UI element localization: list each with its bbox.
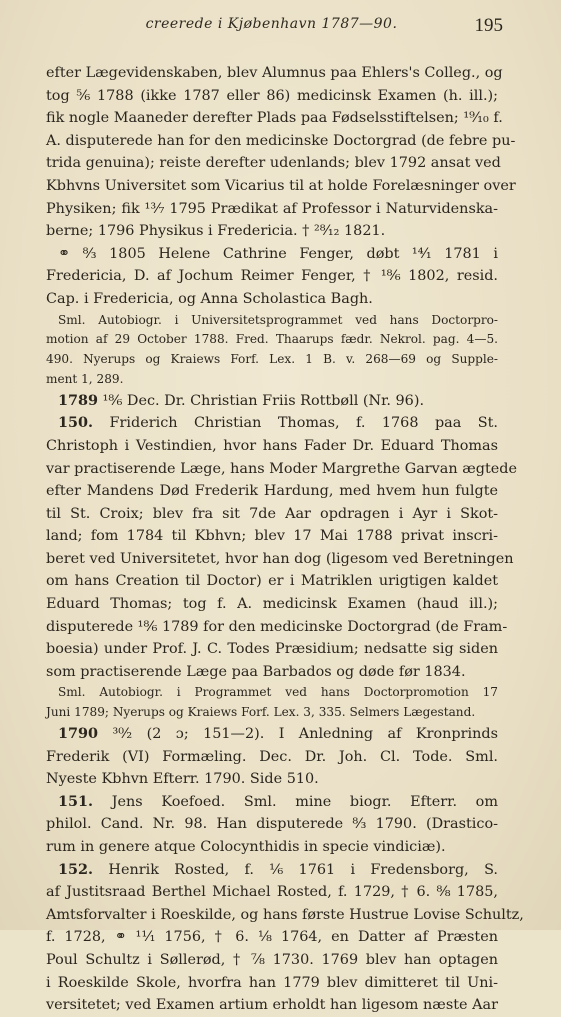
text-line (46, 412, 498, 435)
text-line: fik nogle Maaneder derefter Plads paa Fødselsstiftelsen; ¹⁹⁄₁₀ f. (46, 110, 503, 127)
line-text: Jens Koefoed. Sml. mine biogr. Efterr. om (93, 793, 498, 810)
line-text: Friderich Christian Thomas, f. 1768 paa St. (93, 415, 498, 432)
text-line: efter Mandens Død Frederik Hardung, med hvem hun fulgte (46, 483, 498, 500)
entry-number: 150. (58, 414, 94, 432)
text-line: var practiserende Læge, hans Moder Margrethe Garvan ægtede (46, 460, 517, 477)
text-line: 490. Nyerups og Kraiews Forf. Lex. 1 B. v. 268—69 og Supple- (46, 352, 498, 367)
text-line: Eduard Thomas; tog f. A. medicinsk Examen (haud ill.); (46, 596, 498, 613)
text-line (46, 390, 498, 413)
text-line (46, 791, 498, 814)
text-line: A. disputerede han for den medicinske Doctorgrad (de febre pu- (46, 132, 516, 149)
text-line (46, 723, 498, 746)
entry-number: 151. (58, 792, 94, 810)
text-line: som practiserende Læge paa Barbados og døde før 1834. (46, 663, 466, 680)
text-line: Cap. i Fredericia, og Anna Scholastica Bagh. (46, 290, 373, 307)
text-line: versitetet; ved Examen artium erholdt han ligesom næste Aar (46, 997, 498, 1014)
text-line: f. 1728, ⚭ ¹¹⁄₁ 1756, † 6. ¹⁄₈ 1764, en Datter af Præsten (46, 929, 498, 946)
text-line: om hans Creation til Doctor) er i Matriklen urigtigen kaldet (46, 573, 498, 590)
text-line: ment 1, 289. (46, 371, 124, 386)
text-line: Frederik (VI) Formæling. Dec. Dr. Joh. Cl. Tode. Sml. (46, 748, 498, 765)
text-line: Physiken; fik ¹³⁄₇ 1795 Prædikat af Professor i Naturvidenska- (46, 200, 498, 217)
entry-number: 152. (58, 860, 94, 878)
text-line: Kbhvns Universitet som Vicarius til at holde Forelæsninger over (46, 177, 516, 194)
page-body (46, 62, 524, 1017)
text-line: disputerede ¹⁸⁄₆ 1789 for den medicinske Doctorgrad (de Fram- (46, 618, 508, 635)
line-text: Henrik Rosted, f. ¹⁄₆ 1761 i Fredensborg, S. (93, 861, 498, 878)
line-text: ¹⁸⁄₆ Dec. Dr. Christian Friis Rottbøll (Nr. 96). (98, 392, 425, 409)
text-line: Poul Schultz i Søllerød, † ⁷⁄₈ 1730. 1769 blev han optagen (46, 951, 498, 968)
text-line: trida genuina); reiste derefter udenlands; blev 1792 ansat ved (46, 155, 501, 172)
text-line: til St. Croix; blev fra sit 7de Aar opdragen i Ayr i Skot- (46, 505, 498, 522)
entry-number: 1790 (58, 725, 99, 743)
text-line: efter Lægevidenskaben, blev Alumnus paa Ehlers's Colleg., og (46, 65, 503, 81)
text-line: tog ⁵⁄₆ 1788 (ikke 1787 eller 86) medicinsk Examen (h. ill.); (46, 87, 498, 104)
text-line: Amtsforvalter i Roeskilde, og hans første Hustrue Lovise Schultz, (46, 906, 524, 923)
text-line: motion af 29 October 1788. Fred. Thaarups fædr. Nekrol. pag. 4—5. (46, 332, 498, 347)
text-line: ⚭ ⁸⁄₃ 1805 Helene Cathrine Fenger, døbt ¹⁴⁄₁ 1781 i (58, 245, 498, 262)
text-line: beret ved Universitetet, hvor han dog (ligesom ved Beretningen (46, 550, 514, 567)
text-line: land; fom 1784 til Kbhvn; blev 17 Mai 1788 privat inscri- (46, 528, 498, 545)
text-line: i Roeskilde Skole, hvorfra han 1779 blev dimitteret til Uni- (46, 974, 498, 991)
line-text: ³⁰⁄₂ (2 ɔ; 151—2). I Anledning af Kronprinds (98, 726, 498, 743)
text-line: rum in genere atque Colocynthidis in specie vindiciæ). (46, 839, 446, 855)
text-line: Sml. Autobiogr. i Universitetsprogrammet ved hans Doctorpro- (58, 312, 498, 327)
text-line: Fredericia, D. af Jochum Reimer Fenger, † ¹⁸⁄₆ 1802, resid. (46, 268, 498, 285)
entry-number: 1789 (58, 391, 99, 409)
text-line: philol. Cand. Nr. 98. Han disputerede ⁸⁄₃ 1790. (Drastico- (46, 816, 498, 833)
page-header (40, 16, 503, 38)
text-line (46, 859, 498, 882)
text-line: boesia) under Prof. J. C. Todes Præsidium; nedsatte sig siden (46, 641, 498, 658)
text-line: Nyeste Kbhvn Efterr. 1790. Side 510. (46, 771, 319, 788)
text-line: berne; 1796 Physikus i Fredericia. † ²⁸⁄₁₂ 1821. (46, 223, 386, 240)
page-number: 195 (474, 15, 503, 36)
text-line: Christoph i Vestindien, hvor hans Fader Dr. Eduard Thomas (46, 437, 498, 454)
text-line: Sml. Autobiogr. i Programmet ved hans Doctorpromotion 17 (58, 685, 498, 700)
text-line: af Justitsraad Berthel Michael Rosted, f. 1729, † 6. ⁸⁄₈ 1785, (46, 884, 498, 901)
text-line: Juni 1789; Nyerups og Kraiews Forf. Lex. 3, 335. Selmers Lægestand. (46, 705, 476, 720)
running-head: creerede i Kjøbenhavn 1787—90. (145, 16, 398, 32)
